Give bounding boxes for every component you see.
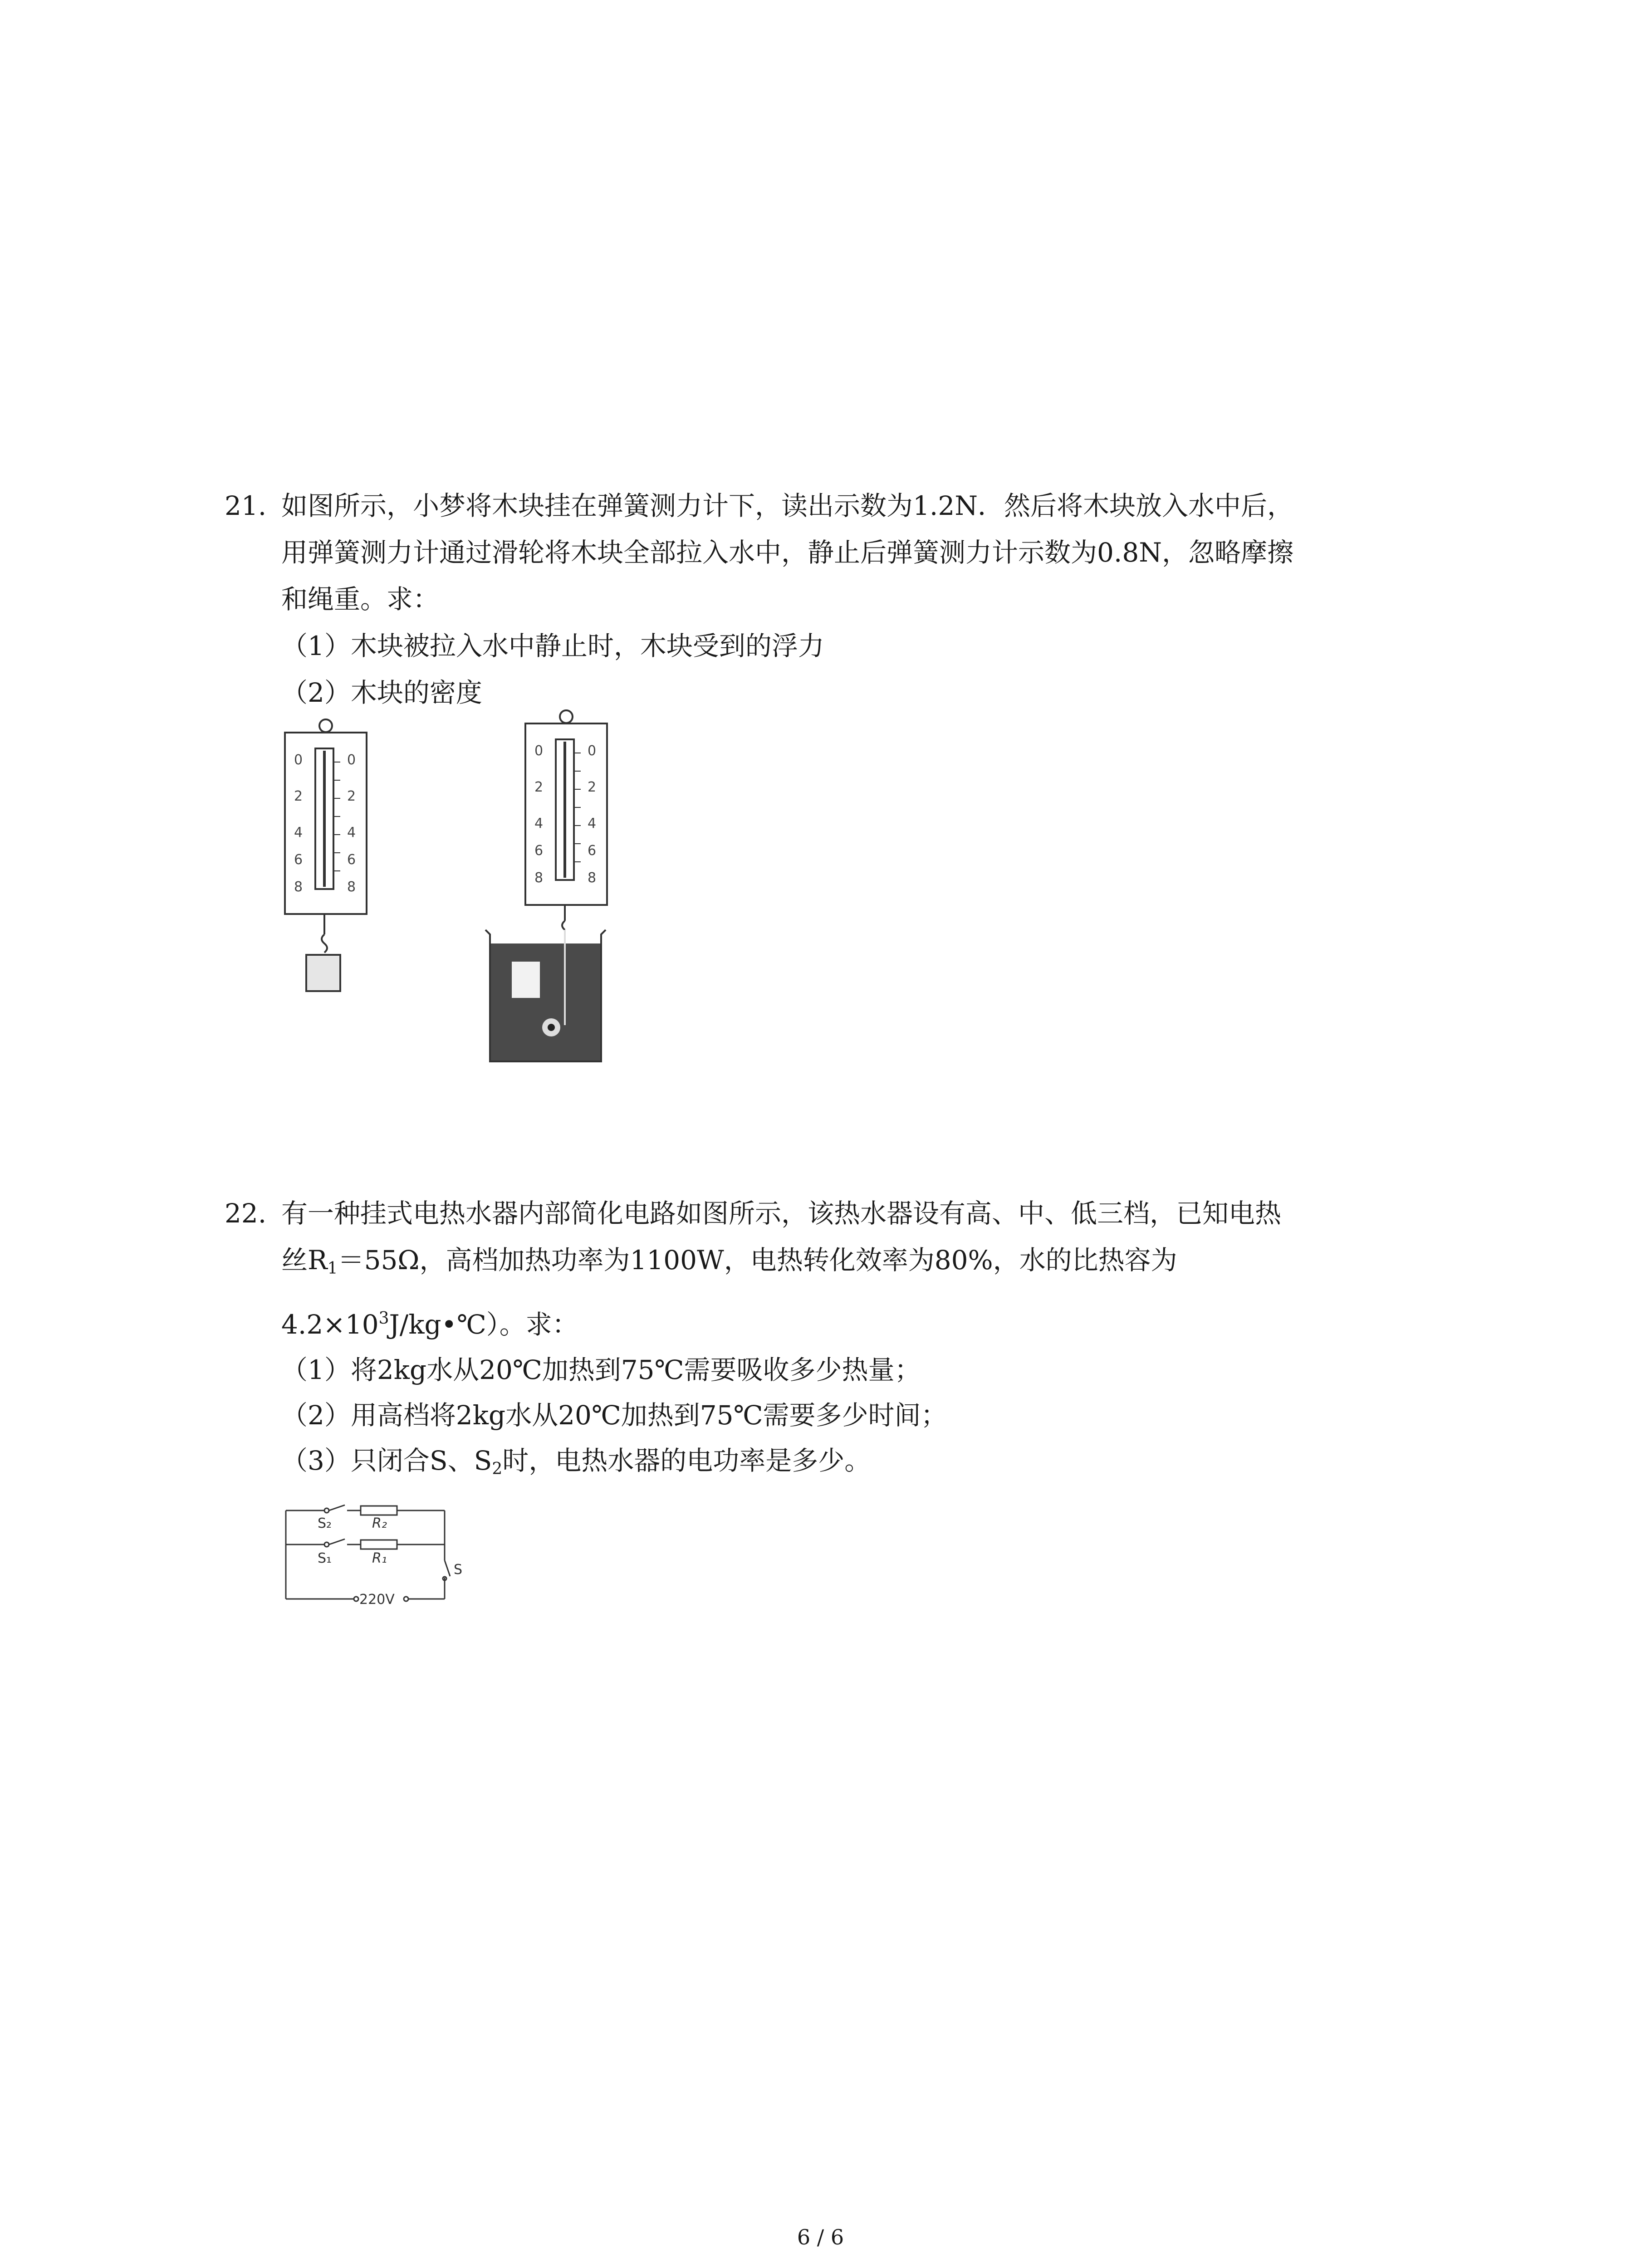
wood-block [512, 962, 540, 998]
scale-label: 8 [347, 879, 356, 895]
page-number: 6 / 6 [797, 2225, 844, 2249]
scale-label: 0 [294, 752, 303, 768]
scale-label: 6 [534, 843, 544, 859]
question-text-line-1: 如图所示，小梦将木块挂在弹簧测力计下，读出示数为1.2N．然后将木块放入水中后， [281, 490, 1293, 521]
scale-label: 2 [294, 788, 303, 804]
scale-label: 2 [347, 788, 356, 804]
s2-label: S₂ [318, 1515, 332, 1531]
question-text-line-2: 用弹簧测力计通过滑轮将木块全部拉入水中，静止后弹簧测力计示数为0.8N，忽略摩擦 [281, 537, 1293, 568]
sub-question-1: （1）木块被拉入水中静止时，木块受到的浮力 [281, 631, 824, 661]
s-label: S [454, 1562, 463, 1578]
sub-question-1: （1）将2kg水从20℃加热到75℃需要吸收多少热量； [281, 1354, 921, 1385]
scale-label: 0 [588, 743, 597, 759]
r1-label: R₁ [372, 1550, 387, 1566]
sub-question-3: （3）只闭合S、$S_2$时，电热水器的电功率是多少。 [281, 1445, 871, 1478]
question-text-line-1: 有一种挂式电热水器内部简化电路如图所示，该热水器设有高、中、低三档，已知电热 [281, 1198, 1282, 1229]
scale-label: 6 [588, 843, 597, 859]
scale-label: 4 [294, 825, 303, 841]
question-text-line-3: $4.2\times 10^3J/kg•℃$）。求： [281, 1309, 578, 1340]
scale-label: 4 [347, 825, 356, 841]
water [491, 943, 600, 1061]
circuit-diagram [281, 1501, 499, 1606]
scale-label: 6 [294, 852, 303, 868]
scale-label: 8 [294, 879, 303, 895]
r2-label: R₂ [372, 1515, 387, 1531]
question-text-line-2: 丝$R_1=55\Omega$，高档加热功率为1100W，电热转化效率为80%，水的比热容为 [281, 1245, 1177, 1278]
scale-label: 6 [347, 852, 356, 868]
scale-label: 0 [347, 752, 356, 768]
scale-label: 8 [534, 870, 544, 886]
scale-label: 0 [534, 743, 544, 759]
question-number: 21. [225, 490, 267, 521]
scale-label: 4 [588, 816, 597, 831]
question-text-line-3: 和绳重。求： [281, 584, 440, 615]
voltage-label: 220V [359, 1592, 395, 1606]
scale-label: 4 [534, 816, 544, 831]
scale-label: 8 [588, 870, 597, 886]
sub-question-2: （2）用高档将2kg水从20℃加热到75℃需要多少时间； [281, 1400, 947, 1431]
s1-label: S₁ [318, 1550, 332, 1566]
question-number: 22. [225, 1198, 267, 1229]
scale-label: 2 [534, 779, 544, 795]
scale-label: 2 [588, 779, 597, 795]
sub-question-2: （2）木块的密度 [281, 677, 482, 708]
spring-scale-figure [272, 708, 617, 1066]
